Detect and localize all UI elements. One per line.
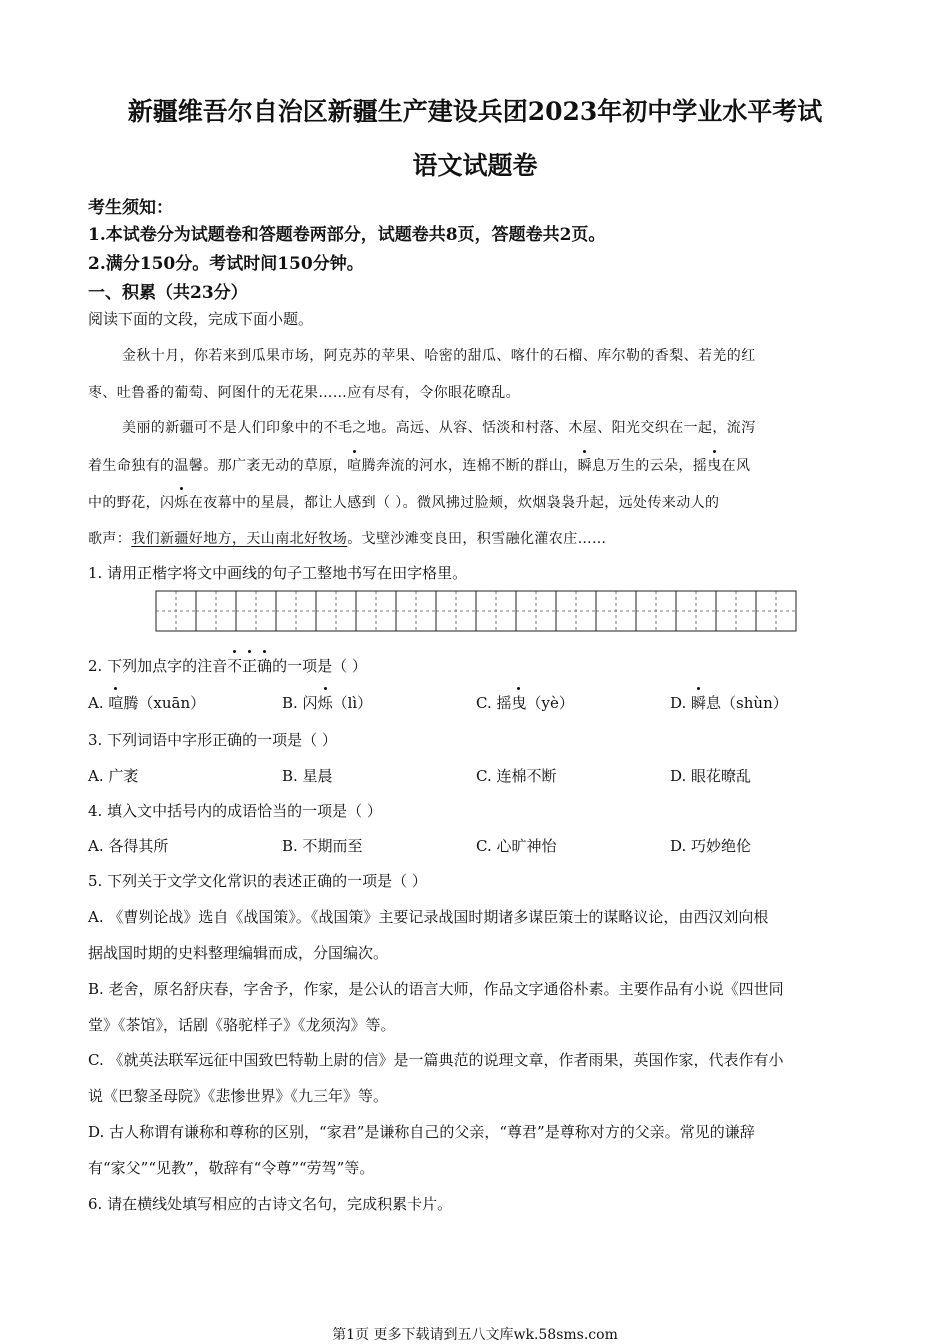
q5-option-d-cont: 有“家父”“见教”，敬辞有“令尊”“劳驾”等。 — [88, 1159, 375, 1177]
q5-option-c: C. 《就英法联军远征中国致巴特勒上尉的信》是一篇典范的说理文章，作者雨果，英国作家，代表作有小 — [88, 1051, 784, 1069]
question-1: 1. 请用正楷字将文中画线的句子工整地书写在田字格里。 — [88, 564, 468, 582]
passage-line: 歌声：我们新疆好地方，天山南北好牧场。戈壁沙滩变良田，积雪融化灌农庄…… — [88, 531, 607, 547]
q4-option-c: C. 心旷神怡 — [476, 837, 557, 855]
q5-option-a: A. 《曹刿论战》选自《战国策》。《战国策》主要记录战国时期诸多谋臣策士的谋略议论，由西汉刘向根 — [88, 908, 769, 926]
page-footer: 第1页 更多下载请到五八文库wk.58sms.com — [332, 1327, 618, 1343]
emphasis-dot-char: 曳 — [707, 455, 721, 475]
q5-option-a-cont: 据战国时期的史料整理编辑而成，分国编次。 — [88, 944, 389, 962]
q5-option-b: B. 老舍，原名舒庆春，字舍予，作家，是公认的语言大师，作品文字通俗朴素。主要作品有小说《四世同 — [88, 980, 784, 998]
passage-line: 枣、吐鲁番的葡萄、阿图什的无花果……应有尽有，令你眼花暸乱。 — [88, 385, 520, 401]
q4-option-a: A. 各得其所 — [88, 837, 169, 855]
q2-option-c: C. 摇曳（yè） — [476, 694, 574, 712]
question-4: 4. 填入文中括号内的成语恰当的一项是（ ） — [88, 802, 382, 820]
q3-option-c: C. 连棉不断 — [476, 767, 557, 785]
q2-option-a: A. 喧腾（xuān） — [88, 694, 206, 712]
emphasis-dot-char: 喧 — [347, 455, 361, 475]
reading-instruction: 阅读下面的文段，完成下面小题。 — [88, 310, 314, 328]
q5-option-b-cont: 堂》《茶馆》，话剧《骆驼样子》《龙须沟》等。 — [88, 1016, 396, 1034]
section-heading: 一、积累（共23分） — [88, 283, 248, 303]
passage-line: 中的野花，闪烁在夜幕中的星晨，都让人感到（ ）。微风拂过脸颊，炊烟袅袅升起，远处传来动人的 — [88, 492, 719, 512]
passage-line: 金秋十月，你若来到瓜果市场，阿克苏的苹果、哈密的甜瓜、喀什的石榴、库尔勒的香梨、若羌的红 — [122, 348, 756, 364]
emphasis-dot-char: 烁 — [174, 492, 188, 512]
q2-option-b: B. 闪烁（lì） — [282, 694, 373, 712]
question-5: 5. 下列关于文学文化常识的表述正确的一项是（ ） — [88, 872, 427, 890]
q5-option-c-cont: 说《巴黎圣母院》《悲惨世界》《九三年》等。 — [88, 1087, 389, 1105]
question-6: 6. 请在横线处填写相应的古诗文名句，完成积累卡片。 — [88, 1195, 453, 1213]
q2-option-d: D. 瞬息（shùn） — [670, 694, 788, 712]
q3-option-b: B. 星晨 — [282, 767, 333, 785]
notice-item-2: 2.满分150分。考试时间150分钟。 — [88, 254, 364, 274]
passage-line: 着生命独有的温馨。那广袤无动的草原，喧腾奔流的河水，连棉不断的群山，瞬息万生的云朵，摇曳在风 — [88, 455, 750, 475]
question-3: 3. 下列词语中字形正确的一项是（ ） — [88, 731, 337, 749]
tianzige-grid[interactable] — [155, 590, 797, 632]
q4-option-b: B. 不期而至 — [282, 837, 363, 855]
underlined-sentence: 我们新疆好地方，天山南北好牧场 — [131, 531, 348, 547]
page-subtitle: 语文试题卷 — [412, 151, 538, 180]
notice-heading: 考生须知： — [88, 198, 173, 218]
passage-line: 美丽的新疆可不是人们印象中的不毛之地。高远、从容、恬淡和村落、木屋、阳光交织在一起，流泻 — [122, 420, 756, 436]
q4-option-d: D. 巧妙绝伦 — [670, 837, 752, 855]
q3-option-a: A. 广袤 — [88, 767, 139, 785]
notice-item-1: 1.本试卷分为试题卷和答题卷两部分，试题卷共8页，答题卷共2页。 — [88, 225, 606, 245]
q5-option-d: D. 古人称谓有谦称和尊称的区别，“家君”是谦称自己的父亲，“尊君”是尊称对方的父亲。常见的谦辞 — [88, 1123, 755, 1141]
emphasis-dot-char: 瞬 — [578, 455, 592, 475]
q3-option-d: D. 眼花暸乱 — [670, 767, 752, 785]
question-2: 2. 下列加点字的注音不正确的一项是（ ） — [88, 657, 367, 675]
page-title: 新疆维吾尔自治区新疆生产建设兵团2023年初中学业水平考试 — [127, 97, 823, 126]
